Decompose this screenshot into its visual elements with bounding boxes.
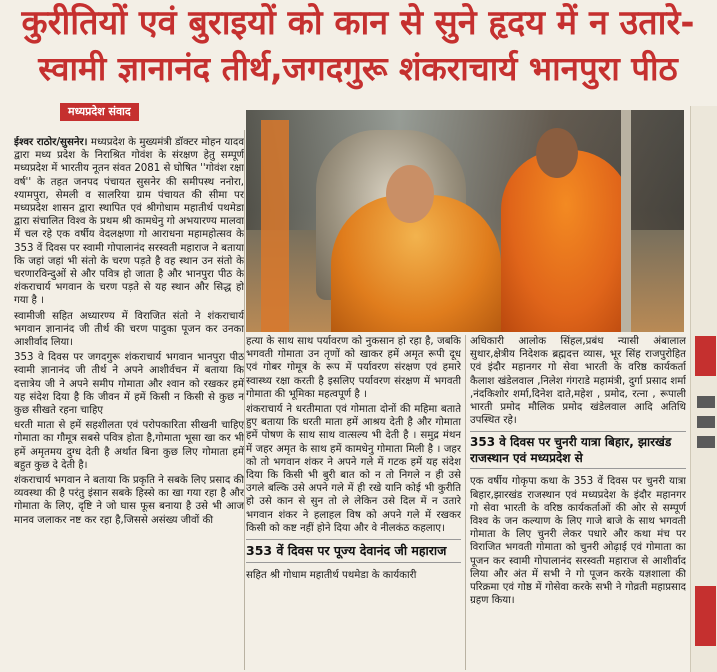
article-paragraph: एक वर्षीय गोकृपा कथा के 353 वें दिवस पर चुनरी यात्रा बिहार,झारखंड राजस्थान एवं मध्यप्रदेश के इंदौर महानगर गो सेवा भारती के वरिष्ठ कार्यकर्ताओं की ओर से सम्पूर्ण विश्व के जन कल्याण के लिए गाजे बाजे के साथ भगवती गोमाता के लिए चुनरी लेकर पधारे और कथा मंच पर विराजित भगवती गोमाता को चुनरी ओढ़ाई एवं गोमाता का पूजन कर स्वामी गोपालानंद सरस्वती महाराज से आशीर्वाद लिया और अंत में सभी ने गो पूजन करके यज्ञशाला की परिक्रमा एवं गोष्ठ में गोसेवा करके सभी ने गोव्रती महाप्रसाद ग्रहण किया। <box>470 476 686 607</box>
article-paragraph <box>14 136 244 308</box>
headline-line-2: स्वामी ज्ञानानंद तीर्थ,जगदगुरू शंकराचार्य भानपुरा पीठ <box>38 49 678 88</box>
adjacent-page-text-block <box>697 436 715 448</box>
article-paragraph: अधिकारी आलोक सिंहल,प्रबंध न्यासी अंबालाल सुथार,क्षेत्रीय निदेशक ब्रह्मदत्त व्यास, भूर सिंह राजपुरोहित एवं इंदौर महानगर गो सेवा भारती के वरिष्ठ कार्यकर्ता कैलाश खंडेलवाल ,निलेश गंगराडे महामंत्री, दुर्गा प्रसाद शर्मा ,नंदकिशोर शर्मा,दिनेश दाते,महेश , प्रमोद, रत्ना , रूपाली भारती प्रमोद मौलिक प्रमोद खंडेलवाल आदि अतिथि उपस्थित रहे। <box>470 336 686 427</box>
article-paragraph: शंकराचार्य ने धरतीमाता एवं गोमाता दोनों की महिमा बताते हुए बताया कि धरती माता हमें आश्रय देती है और गोमाता हमें पोषण के साथ साथ वात्सल्य भी देती है । समुद्र मंथन में जहर अमृत के साथ हमें कामधेनु गोमाता मिली है । जहर को तो भगवान शंकर ने अपने गले में गटक हमें यह संदेश दिया कि किसी भी बुरी बात को न तो निगले न ही उसे उगले बल्कि उसे अपने गले में ही रखे यानि कोई भी कुरीति हो उसे कान से सुन तो ले लेकिन उसे दिल में न उतारे भगवान शंकर ने हलाहल विष को अपने गले में रखकर किसी को कष्ट नहीं होने दिया और वे नीलकंठ कहलाए। <box>246 404 461 534</box>
adjacent-page-text-block <box>697 416 715 428</box>
adjacent-page-heading-block <box>695 586 716 646</box>
article-paragraph: सहित श्री गोधाम महातीर्थ पथमेडा के कार्यकारी <box>246 570 417 582</box>
column-divider-1 <box>244 130 245 670</box>
adjacent-page-heading-block <box>695 336 716 376</box>
article-column-1 <box>14 136 244 672</box>
article-paragraph: शंकराचार्य भगवान ने बताया कि प्रकृति ने सबके लिए प्रसाद की व्यवस्था की है परंतु इंसान सबके हिस्से का खा गया रहा है और गोमाता के लिए, दृष्टि ने जो घास फूस बनाया है उसे भी आज मानव जलाकर नष्ट कर रहा है,जिससे असंख्य जीवों की <box>14 475 244 526</box>
headline <box>8 0 708 96</box>
article-paragraph: 353 वे दिवस पर जगदगुरू शंकराचार्य भगवान भानपुरा पीठ स्वामी ज्ञानानंद जी तीर्थ ने अपने आशीर्वचन में बताया कि दत्तात्रेय जी ने अपने समीप गोमाता और श्वान को रखकर हमें यह संदेश दिया है कि जीवन में हमें किसी न किसी से कुछ न कुछ सीखते रहना चाहिए <box>14 352 244 417</box>
subheading: 353 वें दिवस पर पूज्य देवानंद जी महाराज <box>246 539 461 563</box>
byline: ईश्वर राठोर/सुसनेर। <box>14 137 88 148</box>
photo-standing-saint <box>501 150 631 332</box>
photo-saffron-flag <box>261 120 289 332</box>
article-column-3 <box>470 335 686 672</box>
adjacent-page-strip <box>690 106 717 672</box>
news-photo <box>246 110 684 332</box>
photo-seated-saint-head <box>386 165 434 223</box>
paragraph-text: मध्यप्रदेश के मुख्यमंत्री डॉक्टर मोहन यादव द्वारा मध्य प्रदेश के निराश्रित गोवंश के संरक्षण हेतु सम्पूर्ण मध्यप्रदेश में भारतीय नूतन संवत 2081 से घोषित ''गोवंश रक्षा वर्ष'' के तहत जनपद पंचायत सुसनेर की समीपस्थ ननोरा, श्यामपुरा, सेमली व सालरिया ग्राम पंचायत की सीमा पर मध्यप्रदेश शासन द्वारा स्थापित एवं श्रीगोधाम महातीर्थ पथमेडा द्वारा संचालित विश्व के प्रथम श्री कामधेनु गो अभयारण्य मालवा में चल रहे एक वर्षीय वेदलक्षणा गो आराधना महामहोत्सव के 353 वें दिवस पर स्वामी गोपालानंद सरस्वती महाराज ने बताया कि जहां जहां भी संतो के चरण पड़ते है वह स्थान उन संतो के चरणारविन्दुओं से और पवित्र हो जाता है और भानपुरा पीठ के शंकराचार्य भगवान के चरण पड़ते से यह स्थान और सिद्ध हो गया है । <box>14 137 244 307</box>
adjacent-page-text-block <box>697 396 715 408</box>
photo-standing-saint-head <box>536 128 578 178</box>
subheading: 353 वे दिवस पर चुनरी यात्रा बिहार, झारखंड राजस्थान एवं मध्यप्रदेश से <box>470 431 686 469</box>
article-paragraph: धरती माता से हमें सहशीलता एवं परोपकारिता सीखनी चाहिए गोमाता का गौमूत्र सबसे पवित्र होता है,गोमाता भूसा खा कर भी हमें अमृतमय दुग्ध देती है अर्थात बिना कुछ लिए गोमाता हमें बहुत कुछ दे देती है। <box>14 420 244 471</box>
article-paragraph: स्वामीजी सहित अध्यारण्य में विराजित संतो ने शंकराचार्य भगवान ज्ञानानंद जी तीर्थ की चरण पादुका पूजन कर उनका आशीर्वाद लिया। <box>14 310 244 349</box>
headline-line-1: कुरीतियों एवं बुराइयों को कान से सुने हृदय में न उतारे- <box>21 3 695 43</box>
article-paragraph: हत्या के साथ साथ पर्यावरण को नुकसान हो रहा है, जबकि भगवती गोमाता उन तृणों को खाकर हमें अमृत रूपी दूध एवं गोबर गोमूत्र के रूप में पर्यावरण संरक्षण एवं हमारे स्वास्थ्य रक्षा करती है इसलिए पर्यावरण संरक्षण में भगवती गोमाता की भूमिका महत्वपूर्ण है । <box>246 336 461 400</box>
column-divider-2 <box>465 335 466 670</box>
photo-pole <box>621 110 631 332</box>
article-column-2 <box>246 335 461 672</box>
section-tag: मध्यप्रदेश संवाद <box>60 103 139 121</box>
